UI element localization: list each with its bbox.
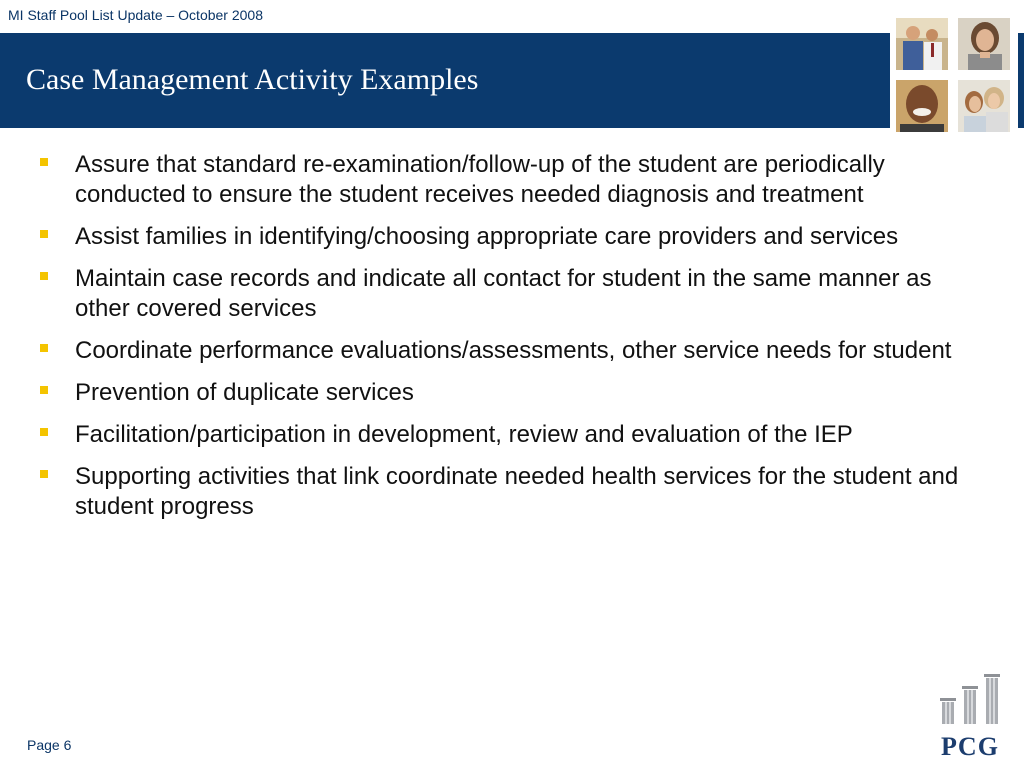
square-bullet-icon: [40, 230, 48, 238]
square-bullet-icon: [40, 470, 48, 478]
photo-office-men: [896, 18, 948, 70]
square-bullet-icon: [40, 158, 48, 166]
square-bullet-icon: [40, 428, 48, 436]
bullet-item: [36, 150, 986, 210]
square-bullet-icon: [40, 272, 48, 280]
bullet-text: Supporting activities that link coordinate needed health services for the student and student progress: [75, 463, 959, 520]
header-caption: MI Staff Pool List Update – October 2008: [8, 7, 264, 23]
slide-title: Case Management Activity Examples: [26, 63, 479, 96]
photo-two-women: [958, 80, 1010, 132]
title-band: [0, 33, 1024, 128]
bullet-text: Assure that standard re-examination/follow-up of the student are periodically conducted to ensure the student receives needed diagnosis and treatment: [75, 151, 885, 208]
bullet-item: [36, 378, 986, 408]
bullet-item: [36, 336, 986, 366]
bullet-text: Assist families in identifying/choosing appropriate care providers and services: [75, 223, 899, 250]
bullet-text: Prevention of duplicate services: [75, 379, 414, 406]
photo-woman-smiling: [958, 18, 1010, 70]
square-bullet-icon: [40, 386, 48, 394]
bullet-text: Coordinate performance evaluations/assessments, other service needs for student: [75, 337, 952, 364]
bullet-item: [36, 264, 986, 324]
bullet-item: [36, 420, 986, 450]
bullet-text: Facilitation/participation in development, review and evaluation of the IEP: [75, 421, 853, 448]
bullet-text: Maintain case records and indicate all contact for student in the same manner as other covered services: [75, 265, 932, 322]
bullet-item: [36, 222, 986, 252]
photo-collage: [890, 14, 1018, 138]
photo-man-smiling: [896, 80, 948, 132]
pcg-logo: [934, 670, 1006, 762]
square-bullet-icon: [40, 344, 48, 352]
columns-icon: [934, 670, 1006, 730]
logo-text: PCG: [941, 732, 999, 761]
page-number: Page 6: [27, 737, 72, 753]
bullet-item: [36, 462, 986, 522]
bullet-list: [36, 150, 986, 534]
